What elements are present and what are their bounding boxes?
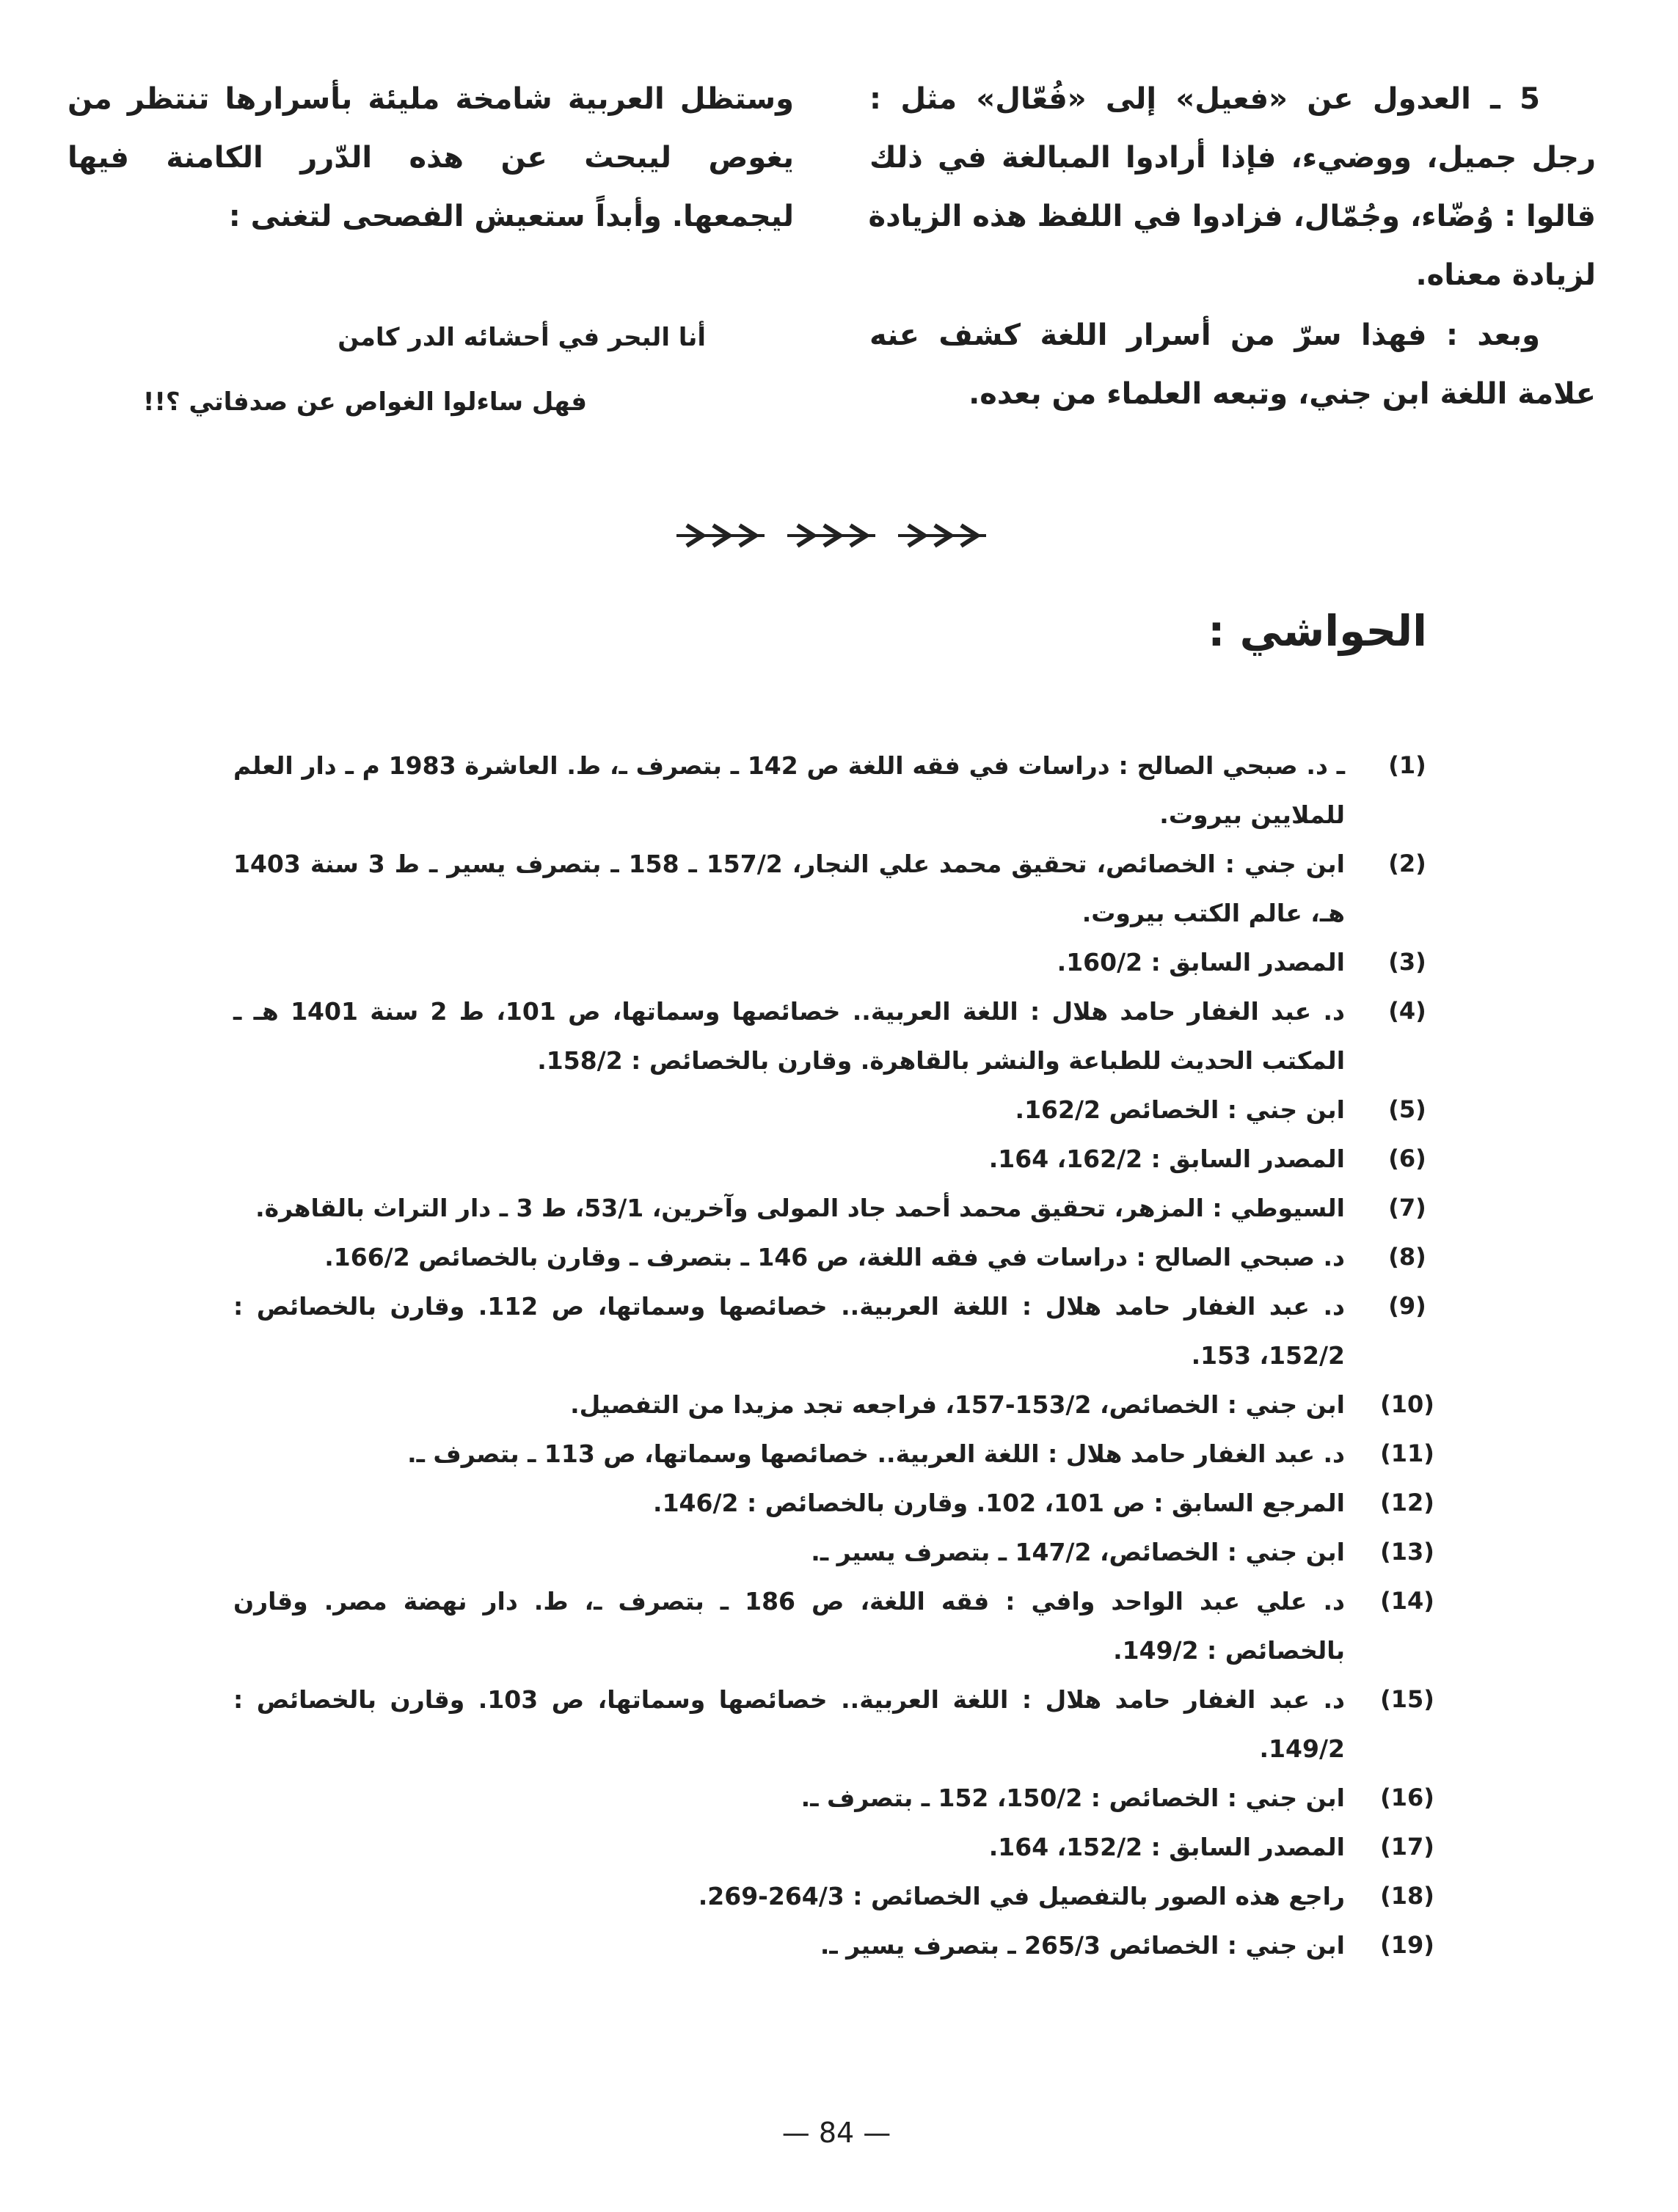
footnote-item [233,1183,1437,1233]
footnote-text-line: بالخصائص : 149/2. [1113,1636,1345,1665]
footnote-number: (15) [1380,1685,1434,1713]
footnote-number: (18) [1380,1882,1434,1910]
footnote-text-line: د. عبد الغفار حامد هلال : اللغة العربية.. خصائصها وسماتها، ص 113 ـ بتصرف ـ. [407,1439,1345,1468]
footnote-number: (19) [1380,1931,1434,1959]
paragraph-line: ليجمعها. وأبداً ستعيش الفصحى لتغنى : [228,200,794,233]
right-column-text [869,70,1596,423]
footnote-item [233,1233,1437,1282]
paragraph-line: يغوص ليبحث عن هذه الدّرر الكامنة فيها [68,141,794,175]
footnote-text-line: ابن جني : الخصائص 162/2. [1015,1095,1345,1124]
paragraph-line: وبعد : فهذا سرّ من أسرار اللغة كشف عنه [869,318,1540,352]
section-divider-ornament [674,522,989,552]
paragraph-line: رجل جميل، ووضيء، فإذا أرادوا المبالغة في ذلك [869,141,1596,175]
footnote-text-line: د. عبد الغفار حامد هلال : اللغة العربية.. خصائصها وسماتها، ص 103. وقارن بالخصائص : [233,1685,1345,1714]
footnote-text-line: المصدر السابق : 162/2، 164. [988,1145,1345,1173]
footnote-item [233,839,1437,938]
footnote-item [233,1577,1437,1675]
footnote-text-line: د. عبد الغفار حامد هلال : اللغة العربية.. خصائصها وسماتها، ص 112. وقارن بالخصائص : [233,1292,1345,1321]
left-column-text [68,70,794,246]
footnote-text-line: المصدر السابق : 152/2، 164. [988,1833,1345,1861]
footnote-number: (11) [1380,1439,1434,1467]
paragraph-line: علامة اللغة ابن جني، وتبعه العلماء من بعده. [969,377,1596,411]
paragraph-line: لزيادة معناه. [1415,258,1596,292]
footnote-text-line: ابن جني : الخصائص، تحقيق محمد علي النجار، 157/2 ـ 158 ـ بتصرف يسير ـ ط 3 سنة 1403 [233,850,1345,878]
footnote-item [233,1085,1437,1134]
footnote-text-line: د. عبد الغفار حامد هلال : اللغة العربية.. خصائصها وسماتها، ص 101، ط 2 سنة 1401 هـ ـ [233,997,1345,1026]
footnote-item [233,1527,1437,1577]
footnote-text-line: المصدر السابق : 160/2. [1057,948,1345,977]
footnote-text-line: ابن جني : الخصائص : 150/2، 152 ـ بتصرف ـ. [800,1784,1345,1812]
footnote-number: (13) [1380,1538,1434,1566]
chevron-ornament-icon [895,522,989,549]
footnote-number: (10) [1380,1390,1434,1418]
footnote-item [233,741,1437,839]
chevron-ornament-icon [784,522,878,549]
footnote-text-line: هـ، عالم الكتب بيروت. [1081,899,1345,927]
footnote-number: (14) [1380,1587,1434,1615]
poem-line-2: فهل ساءلوا الغواص عن صدفاتي ؟!! [142,387,587,417]
poem-line-1: أنا البحر في أحشائه الدر كامن [338,323,706,352]
footnote-item [233,1872,1437,1921]
footnote-item [233,1822,1437,1872]
footnote-text-line: 149/2. [1259,1734,1345,1763]
paragraph-line: 5 ـ العدول عن «فعيل» إلى «فُعّال» مثل : [869,82,1540,116]
page-number: — 84 — [781,2117,891,2149]
footnote-item [233,1282,1437,1380]
footnote-text-line: د. علي عبد الواحد وافي : فقه اللغة، ص 186 ـ بتصرف ـ، ط. دار نهضة مصر. وقارن [233,1587,1345,1616]
footnote-text-line: د. صبحي الصالح : دراسات في فقه اللغة، ص 146 ـ بتصرف ـ وقارن بالخصائص 166/2. [324,1243,1345,1271]
footnote-item [233,1773,1437,1822]
footnotes-list [233,741,1437,1970]
footnote-item [233,1429,1437,1478]
footnote-item [233,1380,1437,1429]
footnote-number: (9) [1388,1292,1426,1320]
footnote-number: (3) [1388,948,1426,976]
footnote-text-line: المرجع السابق : ص 101، 102. وقارن بالخصائص : 146/2. [653,1489,1345,1517]
footnote-number: (17) [1380,1833,1434,1861]
footnote-text-line: ابن جني : الخصائص 265/3 ـ بتصرف يسير ـ. [820,1931,1345,1960]
footnote-text-line: للملايين بيروت. [1159,800,1345,829]
paragraph-line: قالوا : وُضّاء، وجُمّال، فزادوا في اللفظ هذه الزيادة [868,200,1596,233]
footnote-text-line: ـ د. صبحي الصالح : دراسات في فقه اللغة ص 142 ـ بتصرف ـ، ط. العاشرة 1983 م ـ دار العلم [233,751,1346,780]
footnote-text-line: ابن جني : الخصائص، 153/2-157، فراجعه تجد مزيدا من التفصيل. [570,1390,1345,1419]
footnote-number: (4) [1388,997,1426,1025]
footnote-item [233,1478,1437,1527]
footnotes-heading: الحواشي : [1208,606,1427,656]
footnote-number: (6) [1388,1145,1426,1172]
footnote-text-line: ابن جني : الخصائص، 147/2 ـ بتصرف يسير ـ. [811,1538,1345,1566]
footnote-item [233,1921,1437,1970]
footnote-number: (12) [1380,1489,1434,1516]
footnote-number: (8) [1388,1243,1426,1271]
footnote-item [233,987,1437,1085]
footnote-number: (1) [1388,751,1426,779]
footnote-item [233,1134,1437,1183]
paragraph-line: وستظل العربية شامخة مليئة بأسرارها تنتظر من [68,82,794,116]
footnote-item [233,1675,1437,1773]
footnote-item [233,938,1437,987]
footnote-number: (7) [1388,1194,1426,1222]
footnote-number: (16) [1380,1784,1434,1811]
footnote-text-line: المكتب الحديث للطباعة والنشر بالقاهرة. وقارن بالخصائص : 158/2. [537,1046,1345,1075]
footnote-text-line: راجع هذه الصور بالتفصيل في الخصائص : 264/3-269. [698,1882,1345,1910]
footnote-number: (5) [1388,1095,1426,1123]
chevron-ornament-icon [674,522,767,549]
footnote-text-line: السيوطي : المزهر، تحقيق محمد أحمد جاد المولى وآخرين، 53/1، ط 3 ـ دار التراث بالقاهرة. [255,1194,1345,1222]
footnote-text-line: 152/2، 153. [1191,1341,1345,1370]
footnote-number: (2) [1388,850,1426,877]
